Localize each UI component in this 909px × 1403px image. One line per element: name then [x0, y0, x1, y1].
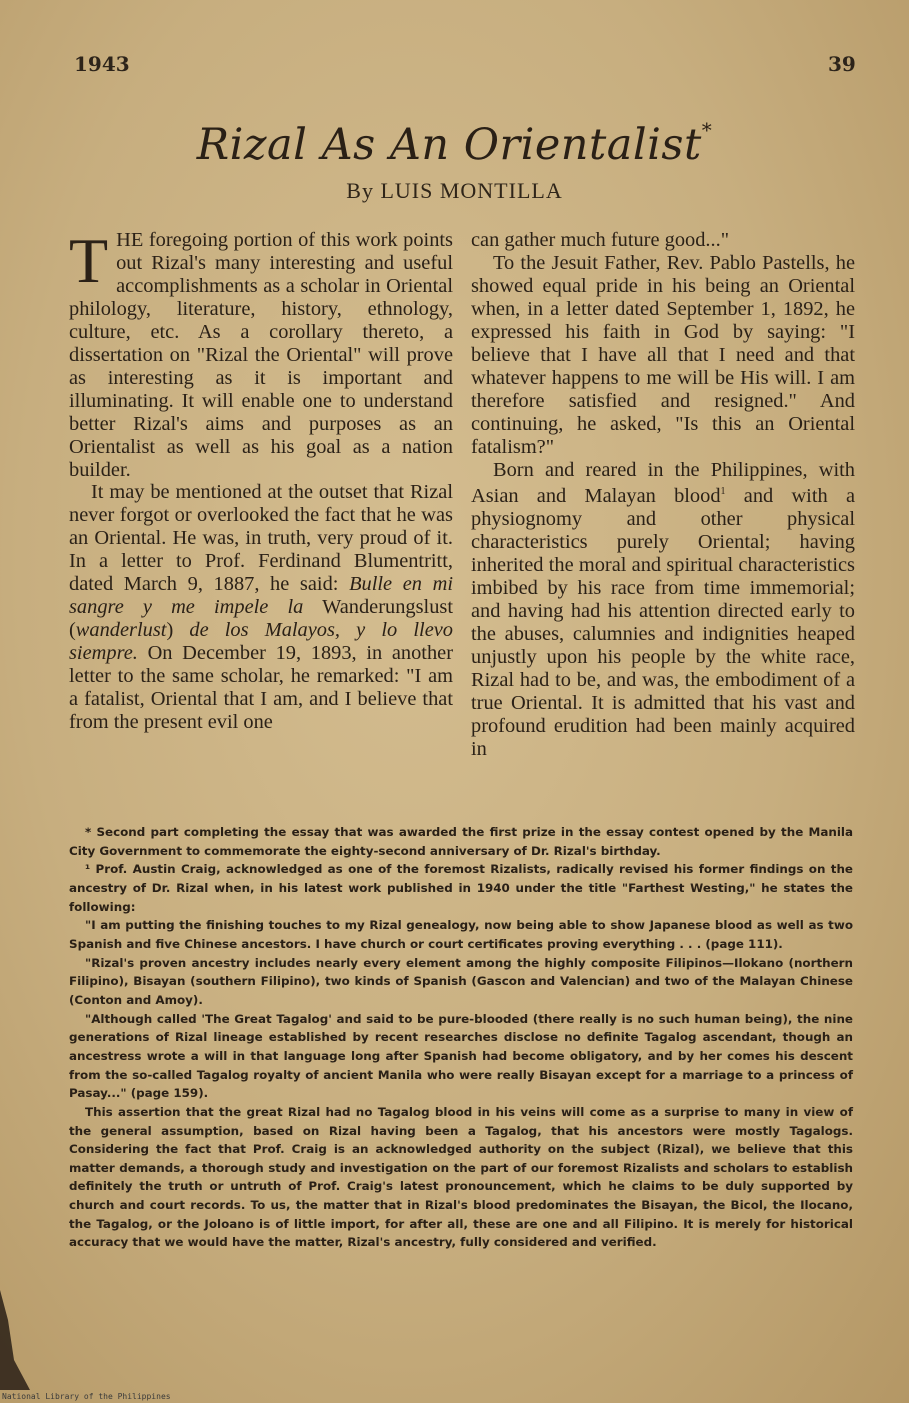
paragraph-intro [69, 225, 453, 481]
paragraph-continued: can gather much future good..." [471, 229, 730, 251]
paragraph-pastells: To the Jesuit Father, Rev. Pablo Pastells, he showed equal pride in his being an Oriental when, in a letter dated September 1, 1892, he expressed his faith in God by saying: "I believe that I have all that I need and that whatever happens to me will be His will. I am therefore satisfied and resigned." And continuing, he asked, "Is this an Oriental fatalism?" [471, 251, 855, 458]
page-header-year: 1943 [74, 52, 130, 76]
article-title [0, 118, 909, 170]
paragraph-pride [69, 481, 453, 733]
page-edge-smudge [0, 1290, 40, 1390]
article-byline: By LUIS MONTILLA [346, 178, 563, 203]
drop-cap: T [69, 225, 109, 296]
text-run: ) [166, 619, 190, 642]
footnote-quote-tagalog: "Although called 'The Great Tagalog' and said to be pure-blooded (there really is no such human being), the nine generations of Rizal lineage established by recent researches disclose no definite Tagalog ascendant, though an ancestress wrote a will in that language long after Spanish had become obligatory, and by her comes his descent from the so-called Tagalog royalty of ancient Manila who were really Bisayan except for a marriage to a princess of Pasay..." (page 159). [69, 1011, 853, 1101]
text-run: Wanderungslust ( [69, 596, 453, 642]
spanish-quote: de los Malayos, y lo llevo siempre. [69, 619, 453, 665]
library-credit: National Library of the Philippines [2, 1392, 171, 1401]
italic-term: wanderlust [75, 619, 167, 642]
article-title-text: Rizal As An Orientalist [196, 120, 702, 170]
text-run: On December 19, 1893, in another letter to the same scholar, he remarked: "I am a fatalist, Oriental that I am, and I believe that from the present evil one [69, 642, 453, 734]
right-column [471, 229, 855, 761]
footnotes [69, 823, 853, 1252]
footnote-quote-genealogy: "I am putting the finishing touches to my Rizal genealogy, now being able to show Japanese blood as well as two Spanish and five Chinese ancestors. I have church or court certificates proving everything . . . (page 111). [69, 918, 853, 951]
footnote-essay: * Second part completing the essay that was awarded the first prize in the essay contest opened by the Manila City Government to commemorate the eighty-second anniversary of Dr. Rizal's birthday. [69, 825, 853, 858]
text-run: Born and reared in the Philippines, with Asian and Malayan blood [471, 458, 855, 508]
paragraph-born [471, 459, 855, 761]
text-run: It may be mentioned at the outset that Rizal never forgot or overlooked the fact that he was an Oriental. He was, in truth, very proud of it. In a letter to Prof. Ferdinand Blumentritt, dated March 9, 1887, he said: [69, 481, 453, 596]
footnote-ref: 1 [720, 486, 726, 498]
paragraph-intro-text: HE foregoing portion of this work points out Rizal's many interesting and useful accomplishments as a scholar in Oriental philology, literature, history, ethnology, culture, etc. As a corollary thereto, a dissertation on "Rizal the Oriental" will prove as interesting as it is important and illuminating. It will enable one to understand better Rizal's aims and purposes as an Orientalist as well as his goal as a nation builder. [69, 229, 453, 481]
text-run: and with a physiognomy and other physical characteristics purely Oriental; having inherited the moral and spiritual characteristics imbibed by his race from time immemorial; and having had his attention directed early to the abuses, calumnies and indignities heaped unjustly upon his people by the white race, Rizal had to be, and was, the embodiment of a true Oriental. It is admitted that his vast and profound erudition had been mainly acquired in [471, 485, 855, 760]
title-footnote-mark: * [701, 118, 713, 142]
left-column [69, 225, 453, 734]
spanish-quote: Bulle en mi sangre y me impele la [69, 573, 453, 619]
footnote-quote-ancestry: "Rizal's proven ancestry includes nearly every element among the highly composite Filipinos—Ilokano (northern Filipino), Bisayan (southern Filipino), two kinds of Spanish (Gascon and Valencian) and two of the Malayan Chinese (Conton and Amoy). [69, 955, 853, 1007]
page-number: 39 [828, 52, 856, 76]
footnote-craig: ¹ Prof. Austin Craig, acknowledged as one of the foremost Rizalists, radically revised his former findings on the ancestry of Dr. Rizal when, in his latest work published in 1940 under the title "Farthest Westing," he states the following: [69, 862, 853, 914]
footnote-commentary: This assertion that the great Rizal had no Tagalog blood in his veins will come as a surprise to many in view of the general assumption, based on Rizal having been a Tagalog, that his ancestors were mostly Tagalogs. Considering the fact that Prof. Craig is an acknowledged authority on the subject (Rizal), we believe that this matter demands, a thorough study and investigation on the part of our foremost Rizalists and scholars to establish definitely the truth or untruth of Prof. Craig's latest pronouncement, which he claims to be duly supported by church and court records. To us, the matter that in Rizal's blood predominates the Bisayan, the Bicol, the Ilocano, the Tagalog, or the Joloano is of little import, for after all, these are one and all Filipino. It is merely for historical accuracy that we would have the matter, Rizal's ancestry, fully considered and verified. [69, 1104, 853, 1250]
